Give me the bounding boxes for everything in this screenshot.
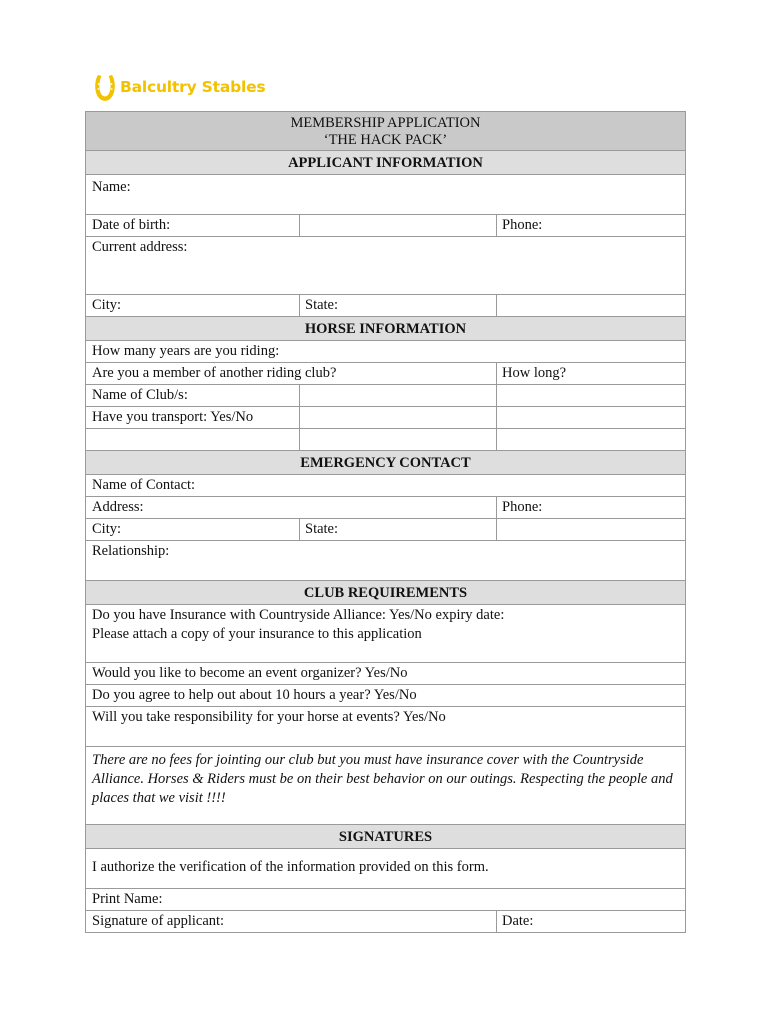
clubs-label: Name of Club/s: xyxy=(92,387,188,403)
clubs-value-field[interactable] xyxy=(299,385,496,406)
print-name-row[interactable] xyxy=(85,889,686,911)
dob-label: Date of birth: xyxy=(92,217,171,233)
em-address-label: Address: xyxy=(92,499,144,515)
relationship-label: Relationship: xyxy=(92,543,170,559)
section-club xyxy=(85,581,686,605)
em-phone-label: Phone: xyxy=(502,499,543,515)
date-field[interactable] xyxy=(496,911,685,932)
form-subtitle-text: ‘THE HACK PACK’ xyxy=(323,132,448,148)
member-field[interactable] xyxy=(86,363,496,384)
transport-label: Have you transport: Yes/No xyxy=(92,409,254,425)
address-label: Current address: xyxy=(92,239,188,255)
logo-text: Balcultry Stables xyxy=(120,78,266,96)
how-long-field[interactable] xyxy=(496,363,685,384)
city-label: City: xyxy=(92,297,122,313)
responsibility-label: Will you take responsibility for your horse at events? Yes/No xyxy=(92,709,446,725)
years-label: How many years are you riding: xyxy=(92,343,280,359)
clubs-extra-field[interactable] xyxy=(496,385,685,406)
clubs-row xyxy=(85,385,686,407)
insurance-label: Do you have Insurance with Countryside Alliance: Yes/No expiry date: xyxy=(92,607,505,623)
section-applicant xyxy=(85,151,686,175)
hours-row[interactable] xyxy=(85,685,686,707)
hours-label: Do you agree to help out about 10 hours a year? Yes/No xyxy=(92,687,417,703)
name-row[interactable] xyxy=(85,175,686,215)
transport-extra-field[interactable] xyxy=(496,407,685,428)
notice-text: There are no fees for jointing our club but you must have insurance cover with the Countryside Alliance. Horses & Riders must be on their best behavior on our outings. Respecting the people and places that we visit !!!! xyxy=(92,752,673,806)
section-applicant-title: APPLICANT INFORMATION xyxy=(288,155,483,171)
phone-field[interactable] xyxy=(496,215,685,236)
dob-row xyxy=(85,215,686,237)
organizer-row[interactable] xyxy=(85,663,686,685)
zip-field[interactable] xyxy=(496,295,685,316)
clubs-field[interactable] xyxy=(86,385,299,406)
authorize-label: I authorize the verification of the information provided on this form. xyxy=(92,859,489,875)
em-address-row xyxy=(85,497,686,519)
dob-value-field[interactable] xyxy=(299,215,496,236)
signature-label: Signature of applicant: xyxy=(92,913,225,929)
em-city-label: City: xyxy=(92,521,122,537)
section-club-title: CLUB REQUIREMENTS xyxy=(303,585,468,601)
signature-row xyxy=(85,911,686,933)
address-row[interactable] xyxy=(85,237,686,295)
dob-field[interactable] xyxy=(86,215,299,236)
insurance-row[interactable] xyxy=(85,605,686,663)
transport-field[interactable] xyxy=(86,407,299,428)
authorize-row xyxy=(85,849,686,889)
member-label: Are you a member of another riding club? xyxy=(92,365,337,381)
organizer-label: Would you like to become an event organizer? Yes/No xyxy=(92,665,408,681)
print-name-label: Print Name: xyxy=(92,891,163,907)
city-row xyxy=(85,295,686,317)
notice-row xyxy=(85,747,686,825)
em-state-field[interactable] xyxy=(299,519,496,540)
section-signatures xyxy=(85,825,686,849)
signature-field[interactable] xyxy=(86,911,496,932)
form-title-text: MEMBERSHIP APPLICATION xyxy=(290,115,481,131)
attach-label: Please attach a copy of your insurance to this application xyxy=(92,626,422,642)
blank-field-3[interactable] xyxy=(496,429,685,450)
blank-field-1[interactable] xyxy=(86,429,299,450)
phone-label: Phone: xyxy=(502,217,543,233)
section-horse xyxy=(85,317,686,341)
state-field[interactable] xyxy=(299,295,496,316)
date-label: Date: xyxy=(502,913,534,929)
horseshoe-icon xyxy=(93,72,117,102)
relationship-row[interactable] xyxy=(85,541,686,581)
transport-value-field[interactable] xyxy=(299,407,496,428)
member-row xyxy=(85,363,686,385)
em-state-label: State: xyxy=(305,521,339,537)
state-label: State: xyxy=(305,297,339,313)
em-phone-field[interactable] xyxy=(496,497,685,518)
section-emergency-title: EMERGENCY CONTACT xyxy=(300,455,471,471)
em-city-field[interactable] xyxy=(86,519,299,540)
name-label: Name: xyxy=(92,179,131,195)
blank-field-2[interactable] xyxy=(299,429,496,450)
membership-form xyxy=(85,111,686,933)
transport-row xyxy=(85,407,686,429)
contact-label: Name of Contact: xyxy=(92,477,196,493)
city-field[interactable] xyxy=(86,295,299,316)
responsibility-row[interactable] xyxy=(85,707,686,747)
section-signatures-title: SIGNATURES xyxy=(338,829,433,845)
blank-row xyxy=(85,429,686,451)
em-address-field[interactable] xyxy=(86,497,496,518)
years-row[interactable] xyxy=(85,341,686,363)
section-emergency xyxy=(85,451,686,475)
form-title xyxy=(85,111,686,151)
contact-row[interactable] xyxy=(85,475,686,497)
how-long-label: How long? xyxy=(502,365,567,381)
section-horse-title: HORSE INFORMATION xyxy=(304,321,467,337)
logo xyxy=(93,72,265,102)
em-city-row xyxy=(85,519,686,541)
em-zip-field[interactable] xyxy=(496,519,685,540)
